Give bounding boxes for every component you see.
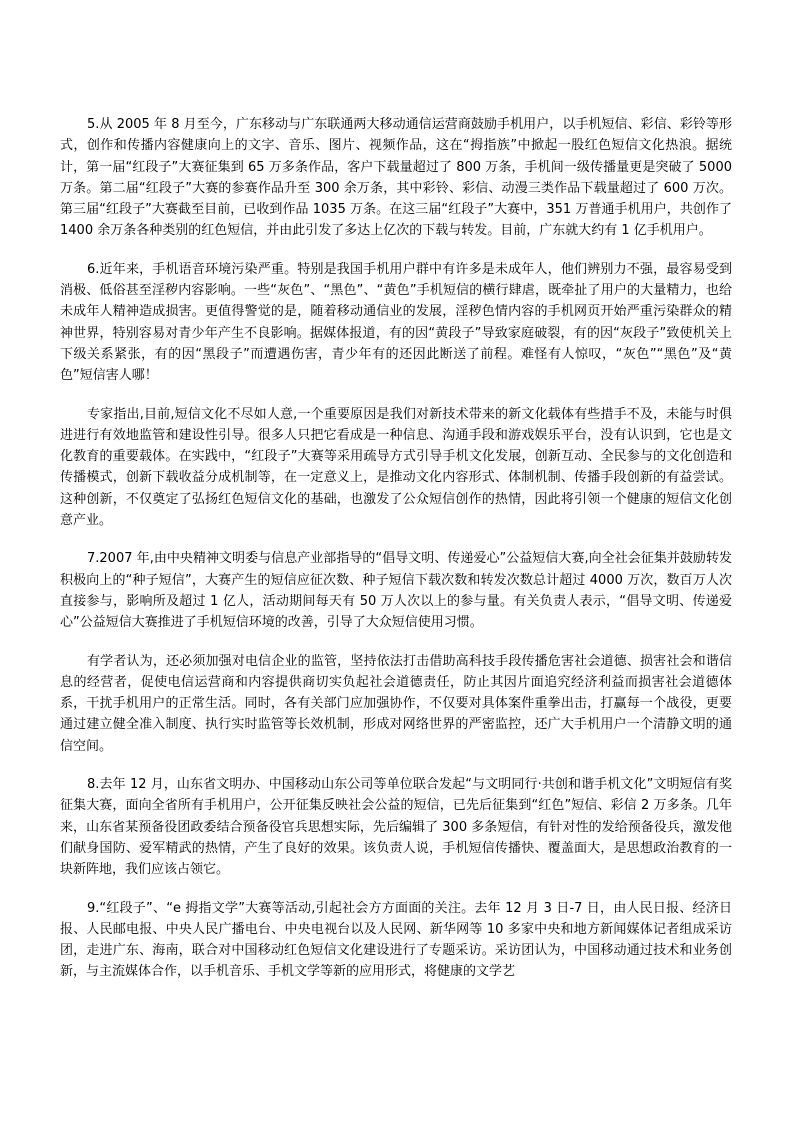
paragraph-expert-opinion: 专家指出,目前,短信文化不尽如人意,一个重要原因是我们对新技术带来的新文化载体有些措手不及，未能与时俱进进行有效地监管和建设性引导。很多人只把它看成是一种信息、沟通手段和游戏娱乐平台，没有认识到，它也是文化教育的重要载体。在实践中，“红段子”大赛等采用疏导方式引导手机文化发展，创新互动、全民参与的文化创造和传播模式，创新下载收益分成机制等，在一定意义上，是推动文化内容形式、体制机制、传播手段创新的有益尝试。这种创新，不仅奠定了弘扬红色短信文化的基础，也激发了公众短信创作的热情，因此将引领一个健康的短信文化创意产业。 xyxy=(60,406,732,529)
paragraph-scholar-opinion: 有学者认为，还必须加强对电信企业的监管，坚持依法打击借助高科技手段传播危害社会道德、损害社会和谐信息的经营者，促使电信运营商和内容提供商切实负起社会道德责任，防止其因片面追究经济利益而损害社会道德体系，干扰手机用户的正常生活。同时，各有关部门应加强协作，不仅要对具体案件重拳出击，打赢每一个战役，更要通过建立健全准入制度、执行实时监管等长效机制，形成对网络世界的严密监控，还广大手机用户一个清静文明的通信空间。 xyxy=(60,653,732,754)
paragraph-9-media-attention: 9.“红段子”、“e 拇指文学”大赛等活动,引起社会方方面面的关注。去年 12 月 3 日-7 日，由人民日报、经济日报、人民邮电报、中央人民广播电台、中央电视台以及人民网、新华网等 10 多家中央和地方新闻媒体记者组成采访团，走进广东、海南，联合对中国移动红色短信文化建设进行了专题采访。采访团认为，中国移动通过技术和业务创新，与主流媒体合作，以手机音乐、手机文学等新的应用形式，将健康的文学艺 xyxy=(60,900,732,980)
paragraph-5-guangdong-contest: 5.从 2005 年 8 月至今，广东移动与广东联通两大移动通信运营商鼓励手机用户，以手机短信、彩信、彩铃等形式，创作和传播内容健康向上的文字、音乐、图片、视频作品，这在“拇指族”中掀起一股红色短信文化热浪。据统计，第一届“红段子”大赛征集到 65 万多条作品，客户下载量超过了 800 万条，手机间一级传播量更是突破了 5000 万条。第二届“红段子”大赛的参赛作品升至 300 余万条，其中彩铃、彩信、动漫三类作品下载量超过了 600 万次。第三届“红段子”大赛截至目前，已收到作品 1035 万条。在这三届“红段子”大赛中，351 万普通手机用户，共创作了 1400 余万条各种类别的红色短信，并由此引发了多达上亿次的下载与转发。目前，广东就大约有 1 亿手机用户。 xyxy=(60,117,732,239)
paragraph-8-shandong-contest: 8.去年 12 月，山东省文明办、中国移动山东公司等单位联合发起“与文明同行·共创和谐手机文化”文明短信有奖征集大赛，面向全省所有手机用户，公开征集反映社会公益的短信，已先后征集到“红色”短信、彩信 2 万多条。几年来，山东省某预备役团政委结合预备役官兵思想实际，先后编辑了 300 多条短信，有针对性的发给预备役兵，激发他们献身国防、爱军精武的热情，产生了良好的效果。该负责人说，手机短信传播快、覆盖面大，是思想政治教育的一块新阵地，我们应该占领它。 xyxy=(60,777,732,878)
document-body xyxy=(60,114,732,1000)
paragraph-6-mobile-pollution: 6.近年来，手机语音环境污染严重。特别是我国手机用户群中有许多是未成年人，他们辨别力不强，最容易受到消极、低俗甚至淫秽内容影响。一些“灰色”、“黑色”、“黄色”手机短信的横行肆虐，既牵扯了用户的大量精力，也给未成年人精神造成损害。更值得警觉的是，随着移动通信业的发展，淫秽色情内容的手机网页开始严重污染群众的精神世界，特别容易对青少年产生不良影响。据媒体报道，有的因“黄段子”导致家庭破裂，有的因“灰段子”致使机关上下级关系紧张，有的因“黑段子”而遭遇伤害，青少年有的还因此断送了前程。难怪有人惊叹，“灰色”“黑色”及“黄色”短信害人哪！ xyxy=(60,261,732,384)
paragraph-7-2007-contest: 7.2007 年,由中央精神文明委与信息产业部指导的“倡导文明、传递爱心”公益短信大赛,向全社会征集并鼓励转发积极向上的“种子短信”，大赛产生的短信应征次数、种子短信下载次数和转发次数总计超过 4000 万次，数百万人次直接参与，影响所及超过 1 亿人，活动期间每天有 50 万人次以上的参与量。有关负责人表示，“倡导文明、传递爱心”公益短信大赛推进了手机短信环境的改善，引导了大众短信使用习惯。 xyxy=(60,551,732,631)
